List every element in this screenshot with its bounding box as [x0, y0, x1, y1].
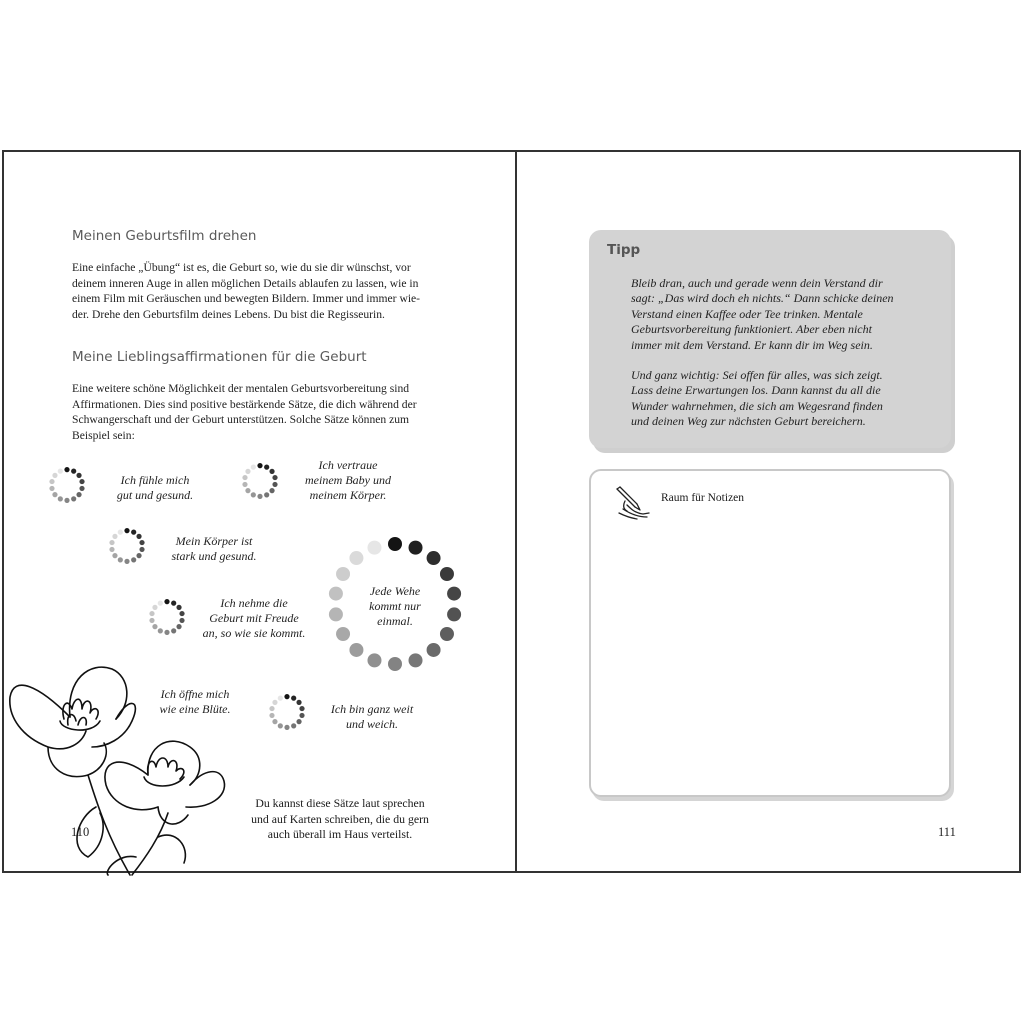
ring-dot [79, 486, 84, 491]
ring-dot [349, 643, 363, 657]
ring-dot [109, 547, 114, 552]
text-line: einem Film mit Geräuschen und bewegten Bildern. Immer und immer wie- [72, 292, 421, 306]
ring-dot [299, 706, 304, 711]
affirmation-line: Geburt mit Freude [209, 611, 299, 625]
ring-dot [272, 700, 277, 705]
ring-dot [272, 475, 277, 480]
ring-dot [440, 627, 454, 641]
ring-dot [176, 605, 181, 610]
ring-dot [179, 618, 184, 623]
ring-dot [131, 557, 136, 562]
page-number-right: 111 [938, 825, 956, 839]
ring-dot [329, 607, 343, 621]
tip-line: sagt: „Das wird doch eh nichts.“ Dann schicke deinen [631, 291, 894, 306]
ring-dot [76, 473, 81, 478]
ring-dot [278, 696, 283, 701]
ring-dot [440, 567, 454, 581]
ring-dot [64, 498, 69, 503]
ring-dot [278, 723, 283, 728]
ring-dot [139, 540, 144, 545]
tip-line: Lass deine Erwartungen los. Dann kannst du all die [631, 383, 881, 398]
text-line: Affirmationen. Dies sind positive bestärkende Sätze, die dich während der [72, 397, 417, 411]
ring-dot [409, 541, 423, 555]
affirmation-line: kommt nur [369, 599, 421, 613]
dot-ring-icon [48, 466, 86, 504]
ring-dot [136, 553, 141, 558]
ring-dot [171, 601, 176, 606]
ring-dot [152, 624, 157, 629]
book-spread [2, 150, 1021, 873]
ring-dot [251, 465, 256, 470]
ring-dot [427, 643, 441, 657]
tip-line: und deinen Weg zur nächsten Geburt bereichern. [631, 414, 866, 429]
affirmation-line: an, so wie sie kommt. [202, 626, 306, 640]
ring-dot [272, 482, 277, 487]
ring-dot [49, 479, 54, 484]
affirmation-text [190, 596, 318, 641]
ring-dot [242, 482, 247, 487]
affirmation-line: einmal. [377, 614, 413, 628]
ring-dot [52, 492, 57, 497]
closing-line: Du kannst diese Sätze laut sprechen [255, 796, 425, 810]
ring-dot [291, 723, 296, 728]
affirmation-line: und weich. [346, 717, 398, 731]
ring-dot [269, 713, 274, 718]
ring-dot [152, 605, 157, 610]
tip-paragraph-2 [631, 368, 936, 430]
section-title-affirmationen: Meine Lieblingsaffirmationen für die Geburt [72, 349, 367, 365]
affirmation-line: Mein Körper ist [175, 534, 253, 548]
ring-dot [164, 630, 169, 635]
page-number-left: 110 [71, 825, 90, 839]
ring-dot [149, 618, 154, 623]
dot-ring-icon [241, 462, 279, 500]
affirmation-line: meinem Baby und [305, 473, 391, 487]
ring-dot [284, 694, 289, 699]
tip-line: Geburtsvorbereitung funktioniert. Aber eben nicht [631, 322, 872, 337]
tip-paragraph-1 [631, 276, 936, 353]
ring-dot [296, 719, 301, 724]
dot-ring-icon [148, 598, 186, 636]
pencil-hand-icon [613, 483, 651, 521]
affirmation-line: wie eine Blüte. [159, 702, 231, 716]
closing-line: auch überall im Haus verteilst. [267, 827, 413, 841]
ring-dot [447, 587, 461, 601]
text-line: Eine einfache „Übung“ ist es, die Geburt so, wie du sie dir wünschst, vor [72, 261, 411, 274]
notes-label: Raum für Notizen [661, 492, 745, 504]
ring-dot [427, 551, 441, 565]
dot-ring-icon [268, 693, 306, 731]
ring-dot [136, 534, 141, 539]
ring-dot [149, 611, 154, 616]
ring-dot [251, 492, 256, 497]
ring-dot [409, 653, 423, 667]
ring-dot [118, 557, 123, 562]
tip-title: Tipp [607, 242, 641, 258]
ring-dot [64, 467, 69, 472]
ring-dot [79, 479, 84, 484]
ring-dot [112, 534, 117, 539]
ring-dot [245, 488, 250, 493]
paragraph-affirmationen [72, 381, 440, 443]
right-page [517, 152, 1021, 871]
tip-line: Bleib dran, auch und gerade wenn dein Verstand dir [631, 276, 883, 290]
affirmation-text-center [350, 584, 440, 629]
affirmation-line: Ich nehme die [220, 596, 288, 610]
text-line: deinem inneren Auge in allen möglichen Details ablaufen zu lassen, wie in [72, 276, 419, 290]
affirmation-line: meinem Körper. [309, 488, 387, 502]
ring-dot [139, 547, 144, 552]
ring-dot [264, 465, 269, 470]
ring-dot [336, 567, 350, 581]
ring-dot [131, 530, 136, 535]
ring-dot [112, 553, 117, 558]
closing-line: und auf Karten schreiben, die du gern [251, 811, 429, 826]
ring-dot [118, 530, 123, 535]
ring-dot [269, 488, 274, 493]
affirmation-line: Ich vertraue [318, 458, 378, 472]
ring-dot [329, 587, 343, 601]
affirmation-text [154, 534, 274, 564]
text-line: Schwangerschaft und der Geburt unterstützen. Solche Sätze können zum [72, 413, 410, 427]
ring-dot [367, 653, 381, 667]
ring-dot [272, 719, 277, 724]
affirmation-line: Ich bin ganz weit [330, 702, 414, 716]
ring-dot [269, 469, 274, 474]
ring-dot [49, 486, 54, 491]
ring-dot [349, 551, 363, 565]
ring-dot [257, 494, 262, 499]
ring-dot [291, 696, 296, 701]
ring-dot [124, 528, 129, 533]
ring-dot [179, 611, 184, 616]
ring-dot [388, 657, 402, 671]
ring-dot [171, 628, 176, 633]
affirmation-line: Ich öffne mich [160, 687, 230, 701]
flower-illustration-icon [8, 657, 238, 877]
paragraph-geburtsfilm [72, 260, 440, 322]
text-line: Eine weitere schöne Möglichkeit der mentalen Geburtsvorbereitung sind [72, 382, 410, 395]
ring-dot [257, 463, 262, 468]
ring-dot [245, 469, 250, 474]
ring-dot [164, 599, 169, 604]
affirmation-line: stark und gesund. [171, 549, 257, 563]
ring-dot [269, 706, 274, 711]
ring-dot [158, 628, 163, 633]
ring-dot [264, 492, 269, 497]
ring-dot [284, 725, 289, 730]
affirmation-text [312, 702, 432, 732]
ring-dot [71, 496, 76, 501]
ring-dot [158, 601, 163, 606]
ring-dot [296, 700, 301, 705]
affirmation-line: gut und gesund. [116, 488, 194, 502]
ring-dot [447, 607, 461, 621]
ring-dot [299, 713, 304, 718]
ring-dot [58, 496, 63, 501]
tip-line: Wunder wahrnehmen, die sich am Wegesrand finden [631, 398, 883, 413]
notes-box [589, 469, 951, 797]
affirmation-line: Jede Wehe [369, 584, 421, 598]
tip-line: Verstand einen Kaffee oder Tee trinken. Mentale [631, 306, 863, 321]
affirmation-line: Ich fühle mich [120, 473, 190, 487]
ring-dot [76, 492, 81, 497]
text-line: Beispiel sein: [72, 428, 135, 442]
ring-dot [71, 469, 76, 474]
ring-dot [388, 537, 402, 551]
ring-dot [52, 473, 57, 478]
ring-dot [336, 627, 350, 641]
text-line: der. Drehe den Geburtsfilm deines Lebens. Du bist die Regisseurin. [72, 307, 385, 321]
section-title-geburtsfilm: Meinen Geburtsfilm drehen [72, 228, 257, 244]
ring-dot [176, 624, 181, 629]
dot-ring-icon [108, 527, 146, 565]
ring-dot [58, 469, 63, 474]
tip-line: Und ganz wichtig: Sei offen für alles, was sich zeigt. [631, 368, 883, 382]
ring-dot [109, 540, 114, 545]
closing-note [240, 796, 440, 843]
tip-box [589, 230, 951, 448]
affirmation-text [288, 458, 408, 503]
ring-dot [242, 475, 247, 480]
ring-dot [124, 559, 129, 564]
left-page [4, 152, 515, 871]
tip-line: immer mit dem Verstand. Er kann dir im Weg sein. [631, 337, 873, 352]
ring-dot [367, 541, 381, 555]
affirmation-text [100, 473, 210, 503]
